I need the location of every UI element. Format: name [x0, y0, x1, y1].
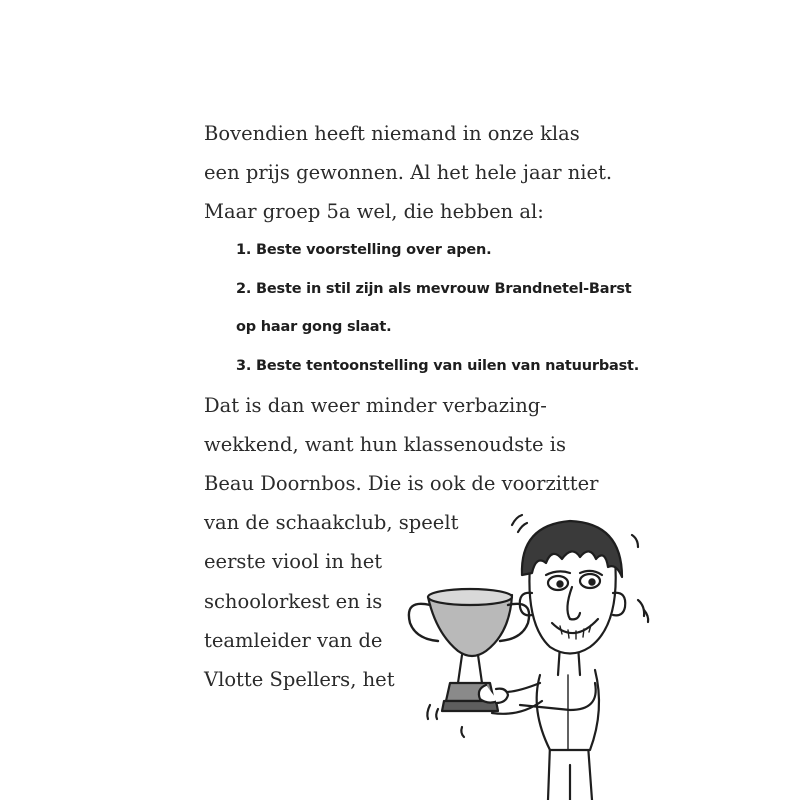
- text-line: Maar groep 5a wel, die hebben al:: [204, 200, 544, 223]
- text-line: een prijs gewonnen. Al het hele jaar niet.: [204, 161, 613, 184]
- text-line: van de schaakclub, speelt: [204, 511, 459, 534]
- text-line: teamleider van de: [204, 629, 383, 652]
- text-line: wekkend, want hun klassenoudste is: [204, 433, 567, 456]
- text-line: Beau Doornbos. Die is ook de voorzitter: [204, 472, 599, 495]
- list-item: 2. Beste in stil zijn als mevrouw Brandnetel-Barst: [236, 281, 632, 297]
- text-line: schoolorkest en is: [204, 590, 383, 613]
- boy-with-trophy-illustration: [400, 505, 660, 800]
- text-line: eerste viool in het: [204, 550, 383, 573]
- text-line: Bovendien heeft niemand in onze klas: [204, 122, 580, 145]
- list-item: op haar gong slaat.: [236, 319, 392, 335]
- text-line: Vlotte Spellers, het: [204, 668, 395, 691]
- list-item: 1. Beste voorstelling over apen.: [236, 242, 492, 258]
- text-line: Dat is dan weer minder verbazing-: [204, 394, 547, 417]
- list-item: 3. Beste tentoonstelling van uilen van natuurbast.: [236, 358, 640, 374]
